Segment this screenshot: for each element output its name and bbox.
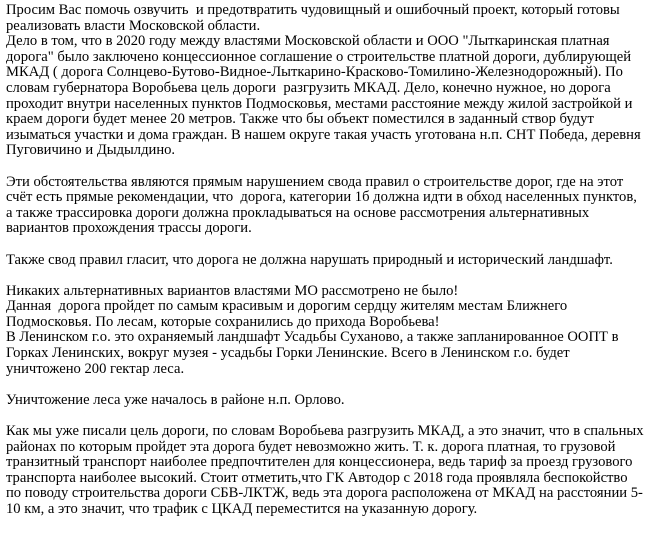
paragraph-landscape [6,253,634,269]
text-line: словам губернатора Воробьева цель дороги разгрузить МКАД. Дело, конечно нужное, но дорога [6,79,611,96]
text-line: по поводу строительства дороги СБВ-ЛКТЖ, ведь эта дорога расположена от МКАД на расстоянии 5- [6,485,643,502]
paragraph-violations [6,173,637,237]
paragraph-traffic [6,423,644,518]
text-line: Данная дорога пройдет по самым красивым и дорогим сердцу жителям местам Ближнего [6,298,568,315]
paragraph-intro [6,2,641,159]
paragraph-deforestation [6,393,634,409]
text-line: изыматься участки и дома граждан. В нашем округе такая участь уготована н.п. СНТ Победа, деревня [6,126,641,143]
document-body [6,2,644,533]
paragraph-alternatives [6,284,634,378]
text-line: Эти обстоятельства являются прямым нарушением свода правил о строительстве дорог, где на этот [6,173,624,190]
text-line: проходит внутри населенных пунктов Подмосковья, местами расстояние между жилой застройкой и [6,95,633,112]
text-line: а также трассировка дороги должна прокладываться на основе рассмотрения альтернативных [6,204,590,221]
text-line: Просим Вас помочь озвучить и предотвратить чудовищный и ошибочный проект, который готовы [6,2,620,18]
text-line: 10 км, а это значит, что трафик с ЦКАД переместится на указанную дорогу. [6,501,478,517]
text-line: уничтожено 200 гектар леса. [6,360,185,377]
text-line: вариантов прохождения трассы дороги. [6,220,252,237]
text-line: транспорта наиболее высокий. Стоит отметить,что ГК Автодор с 2018 года проявляла беспокойство [6,469,628,486]
text-line: районах по которым пройдет эта дорога будет невозможно жить. Т. к. дорога платная, то грузовой [6,438,616,455]
text-line: Никаких альтернативных вариантов властями МО рассмотрено не было! [6,282,459,299]
text-line: В Ленинском г.о. это охраняемый ландшафт Усадьбы Суханово, а также запланированное ООПТ в [6,329,619,346]
text-line: Также свод правил гласит, что дорога не должна нарушать природный и исторический ландшафт. [6,251,613,268]
text-line: Подмосковья. По лесам, которые сохранились до прихода Воробьева! [6,313,440,330]
text-line: МКАД ( дорога Солнцево-Бутово-Видное-Лыткарино-Красково-Томилино-Железнодорожный). По [6,64,623,81]
text-line: реализовать власти Московской области. [6,17,261,34]
text-line: Горках Ленинских, вокруг музея - усадьбы Горки Ленинские. Всего в Ленинском г.о. будет [6,345,570,362]
text-line: краем дороги будет менее 20 метров. Также что бы объект поместился в заданный створ будут [6,111,594,128]
text-line: Дело в том, что в 2020 году между властями Московской области и ООО "Лыткаринская платная [6,33,610,50]
text-line: Как мы уже писали цель дороги, по словам Воробьева разгрузить МКАД, а это значит, что в спальных [6,423,644,440]
text-line: Пуговичино и Дыдылдино. [6,142,176,159]
text-line: счёт есть прямые рекомендации, что дорога, категории 1б должна идти в обход населенных пунктов, [6,189,637,206]
text-line: дорога" было заключено концессионное соглашение о строительстве платной дороги, дублирующей [6,48,632,65]
text-line: Уничтожение леса уже началось в районе н.п. Орлово. [6,391,345,408]
text-line: транзитный транспорт наиболее предпочтителен для концессионера, ведь тариф за проезд грузового [6,454,633,471]
